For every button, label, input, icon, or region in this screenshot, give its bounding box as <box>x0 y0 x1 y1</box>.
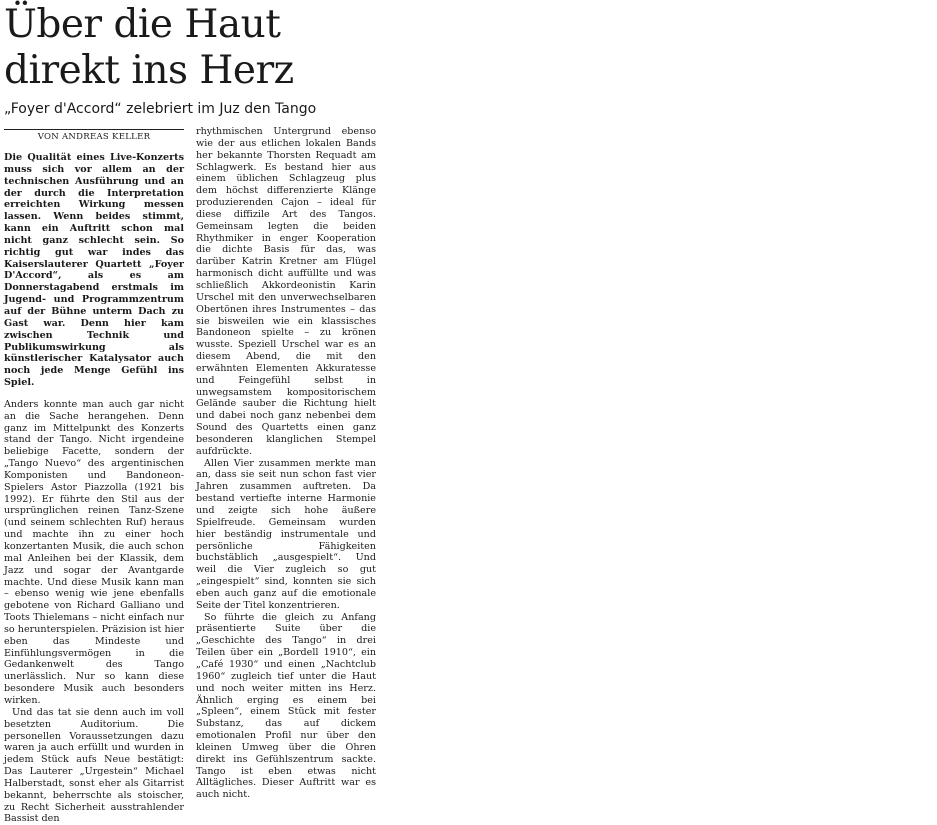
headline-line-2: direkt ins Herz <box>4 48 294 93</box>
byline-divider <box>4 129 184 130</box>
article-column-1 <box>4 152 184 825</box>
headline <box>4 2 604 94</box>
body-paragraph: Anders konnte man auch gar nicht an die Sache herangehen. Denn ganz im Mittelpunkt des Konzerts stand der Tango. Nicht irgendeine beliebige Facette, sondern der „Tango Nuevo“ des argentinischen Komponisten und Bandoneon-Spielers Astor Piazzolla (1921 bis 1992). Er führte den Stil aus der ursprünglichen reinen Tanz-Szene (und seinem schlechten Ruf) heraus und machte ihn zu einer hoch konzertanten Musik, die auch schon mal Anleihen bei der Klassik, dem Jazz und sogar der Avantgarde machte. Und diese Musik kann man – ebenso wenig wie jene ebenfalls gebotene von Richard Galliano und Toots Thielemans – nicht einfach nur so herunterspielen. Präzision ist hier eben das Mindeste und Einfühlungsvermögen in die Gedankenwelt des Tango unerlässlich. Nur so kann diese besondere Musik auch besonders wirken. <box>4 398 184 706</box>
body-paragraph: So führte die gleich zu Anfang präsentierte Suite über die „Geschichte des Tango“ in drei Teilen über ein „Bordell 1910“, ein „Café 1930“ und einen „Nachtclub 1960“ zugleich tief unter die Haut und noch weiter mitten ins Herz. Ähnlich erging es einem bei „Spleen“, einem Stück mit fester Substanz, das auf dickem emotionalen Profil nur über den kleinen Umweg über die Ohren direkt ins Gefühlszentrum sackte. Tango ist eben etwas nicht Alltägliches. Dieser Auftritt war es auch nicht. <box>196 611 376 801</box>
body-paragraph: Allen Vier zusammen merkte man an, dass sie seit nun schon fast vier Jahren zusammen auftreten. Da bestand vertiefte interne Harmonie und zeigte sich hohe äußere Spielfreude. Gemeinsam wurden hier beständig instrumentale und persönliche Fähigkeiten buchstäblich „ausgespielt“. Und weil die Vier zugleich so gut „eingespielt“ sind, konnten sie sich eben auch ganz auf die emotionale Seite der Titel konzentrieren. <box>196 457 376 611</box>
byline: VON ANDREAS KELLER <box>37 132 151 142</box>
body-paragraph: Und das tat sie denn auch im voll besetzten Auditorium. Die personellen Voraussetzungen dazu waren ja auch erfüllt und wurden in jedem Stück aufs Neue bestätigt: Das Lauterer „Urgestein“ Michael Halberstadt, sonst eher als Gitarrist bekannt, beherrschte als stoischer, zu Recht Sicherheit ausstrahlender Bassist den <box>4 706 184 825</box>
lead-paragraph: Die Qualität eines Live-Konzerts muss sich vor allem an der technischen Ausführung und an der durch die Interpretation erreichten Wirkung messen lassen. Wenn beides stimmt, kann ein Auftritt schon mal nicht ganz schlecht sein. So richtig gut war indes das Kaiserslauterer Quartett „Foyer D'Accord“, als es am Donnerstagabend erstmals im Jugend- und Programmzentrum auf der Bühne unterm Dach zu Gast war. Denn hier kam zwischen Technik und Publikumswirkung als künstlerischer Katalysator auch noch jede Menge Gefühl ins Spiel. <box>4 152 184 389</box>
headline-line-1: Über die Haut <box>4 2 281 47</box>
body-paragraph: rhythmischen Untergrund ebenso wie der aus etlichen lokalen Bands her bekannte Thorsten Requadt am Schlagwerk. Es bestand hier aus einem üblichen Schlagzeug plus dem höchst differenzierte Klänge produzierenden Cajon – ideal für diese diffizile Art des Tangos. Gemeinsam legten die beiden Rhythmiker in enger Kooperation die dichte Basis für das, was darüber Katrin Kretner am Flügel harmonisch dicht auffüllte und was schließlich Akkordeonistin Karin Urschel mit den unverwechselbaren Obertönen ihres Instrumentes – das sie bisweilen wie ein klassisches Bandoneon spielte – zu krönen wusste. Speziell Urschel war es an diesem Abend, die mit den erwähnten Elementen Akkuratesse und Feingefühl selbst in unwegsamstem kompositorischem Gelände sauber die Richtung hielt und dabei noch ganz nebenbei dem Sound des Quartetts einen ganz besonderen klanglichen Stempel aufdrückte. <box>196 126 376 457</box>
subheadline: „Foyer d'Accord“ zelebriert im Juz den Tango <box>4 101 317 117</box>
article-column-2 <box>196 126 376 801</box>
